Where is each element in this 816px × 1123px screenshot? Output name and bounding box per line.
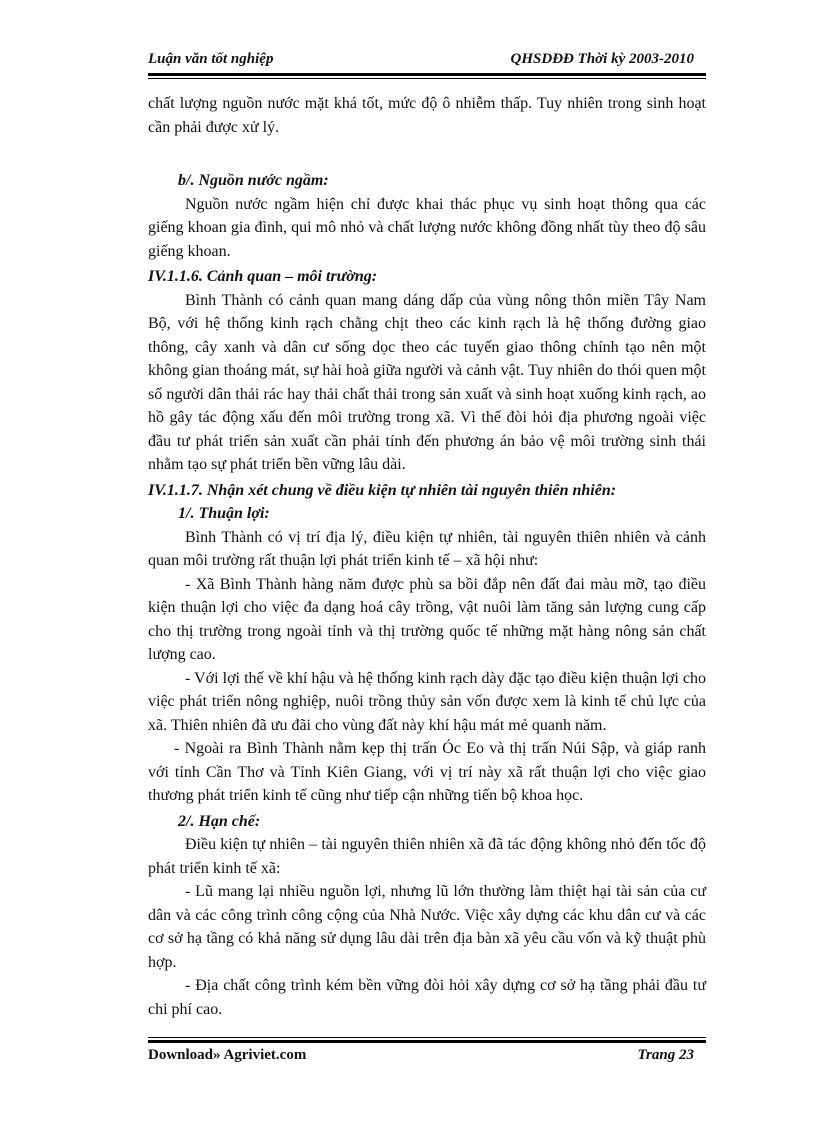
footer-source: Download» Agriviet.com — [148, 1047, 307, 1063]
page-body — [148, 92, 706, 1021]
paragraph-advantages-intro: Bình Thành có vị trí địa lý, điều kiện tự nhiên, tài nguyên thiên nhiên và cảnh quan môi trường rất thuận lợi phát triển kinh tế – xã hội như: — [148, 528, 706, 569]
paragraph-landscape: Bình Thành có cảnh quan mang dáng dấp của vùng nông thôn miền Tây Nam Bộ, với hệ thống kinh rạch chằng chịt theo các kinh rạch là hệ thống đường giao thông, cây xanh và dân cư sống dọc theo các tuyến giao thông chính tạo nên một không gian thoáng mát, sự hài hoà giữa người và cảnh vật. Tuy nhiên do thói quen một số người dân thải rác hay thải chất thải trong sản xuất và sinh hoạt xuống kinh rạch, ao hồ gây tác động xấu đến môi trường trong xã. Vì thế đòi hỏi địa phương ngoài việc đầu tư phát triển sản xuất cần phải tính đến phương án bảo vệ môi trường sinh thái nhằm tạo sự phát triển bền vững lâu dài. — [148, 291, 706, 473]
list-item-alluvium: - Xã Bình Thành hàng năm được phù sa bồi đắp nên đất đai màu mỡ, tạo điều kiện thuận lợi cho việc đa dạng hoá cây trồng, vật nuôi làm tăng sản lượng cung cấp cho thị trường trong ngoài tỉnh và thị trường quốc tế những mặt hàng nông sản chất lượng cao. — [148, 575, 706, 663]
heading-limitations: 2/. Hạn chế: — [178, 812, 261, 830]
list-item-location: - Ngoài ra Bình Thành nằm kẹp thị trấn Óc Eo và thị trấn Núi Sập, và giáp ranh với tỉnh Cần Thơ và Tỉnh Kiên Giang, với vị trí này xã rất thuận lợi cho việc giao thương phát triển kinh tế cũng như tiếp cận những tiến bộ khoa học. — [148, 740, 706, 804]
heading-general-assessment: IV.1.1.7. Nhận xét chung về điều kiện tự nhiên tài nguyên thiên nhiên: — [148, 481, 617, 499]
heading-groundwater: b/. Nguồn nước ngầm: — [178, 172, 329, 189]
list-item-flood: - Lũ mang lại nhiều nguồn lợi, nhưng lũ lớn thường làm thiệt hại tài sản của cư dân và các công trình công cộng của Nhà Nước. Việc xây dựng các khu dân cư và các cơ sở hạ tầng có khả năng sử dụng lâu dài trên địa bàn xã yêu cầu vốn và kỹ thuật phù hợp. — [148, 883, 706, 971]
header-document-title: QHSDĐĐ Thời kỳ 2003-2010 — [510, 51, 694, 67]
header-rule-thick — [148, 73, 706, 76]
page-footer — [148, 1047, 706, 1069]
footer-rule-thin — [148, 1037, 706, 1038]
footer-rule-thick — [148, 1040, 706, 1043]
heading-landscape-environment: IV.1.1.6. Cảnh quan – môi trường: — [148, 268, 378, 285]
header-thesis-label: Luận văn tốt nghiệp — [148, 51, 274, 67]
list-item-geology: - Địa chất công trình kém bền vững đòi hỏi xây dựng cơ sở hạ tầng phải đầu tư chi phí cao. — [148, 977, 706, 1018]
paragraph-surface-water-end: chất lượng nguồn nước mặt khá tốt, mức độ ô nhiễm thấp. Tuy nhiên trong sinh hoạt cần phải được xử lý. — [148, 95, 706, 136]
paragraph-limitations-intro: Điều kiện tự nhiên – tài nguyên thiên nhiên xã đã tác động không nhỏ đến tốc độ phát triển kinh tế xã: — [148, 836, 706, 877]
page-header — [148, 51, 706, 73]
header-rule-thin — [148, 78, 706, 79]
list-item-climate: - Với lợi thế về khí hậu và hệ thống kinh rạch dày đặc tạo điều kiện thuận lợi cho việc phát triển nông nghiệp, nuôi trồng thủy sản vốn được xem là kinh tế chủ lực của xã. Thiên nhiên đã ưu đãi cho vùng đất này khí hậu mát mẻ quanh năm. — [148, 669, 706, 734]
paragraph-groundwater: Nguồn nước ngầm hiện chỉ được khai thác phục vụ sinh hoạt thông qua các giếng khoan gia đình, qui mô nhỏ và chất lượng nước không đồng nhất tùy theo độ sâu giếng khoan. — [148, 195, 706, 260]
page-number: Trang 23 — [637, 1047, 694, 1063]
heading-advantages: 1/. Thuận lợi: — [178, 505, 270, 522]
